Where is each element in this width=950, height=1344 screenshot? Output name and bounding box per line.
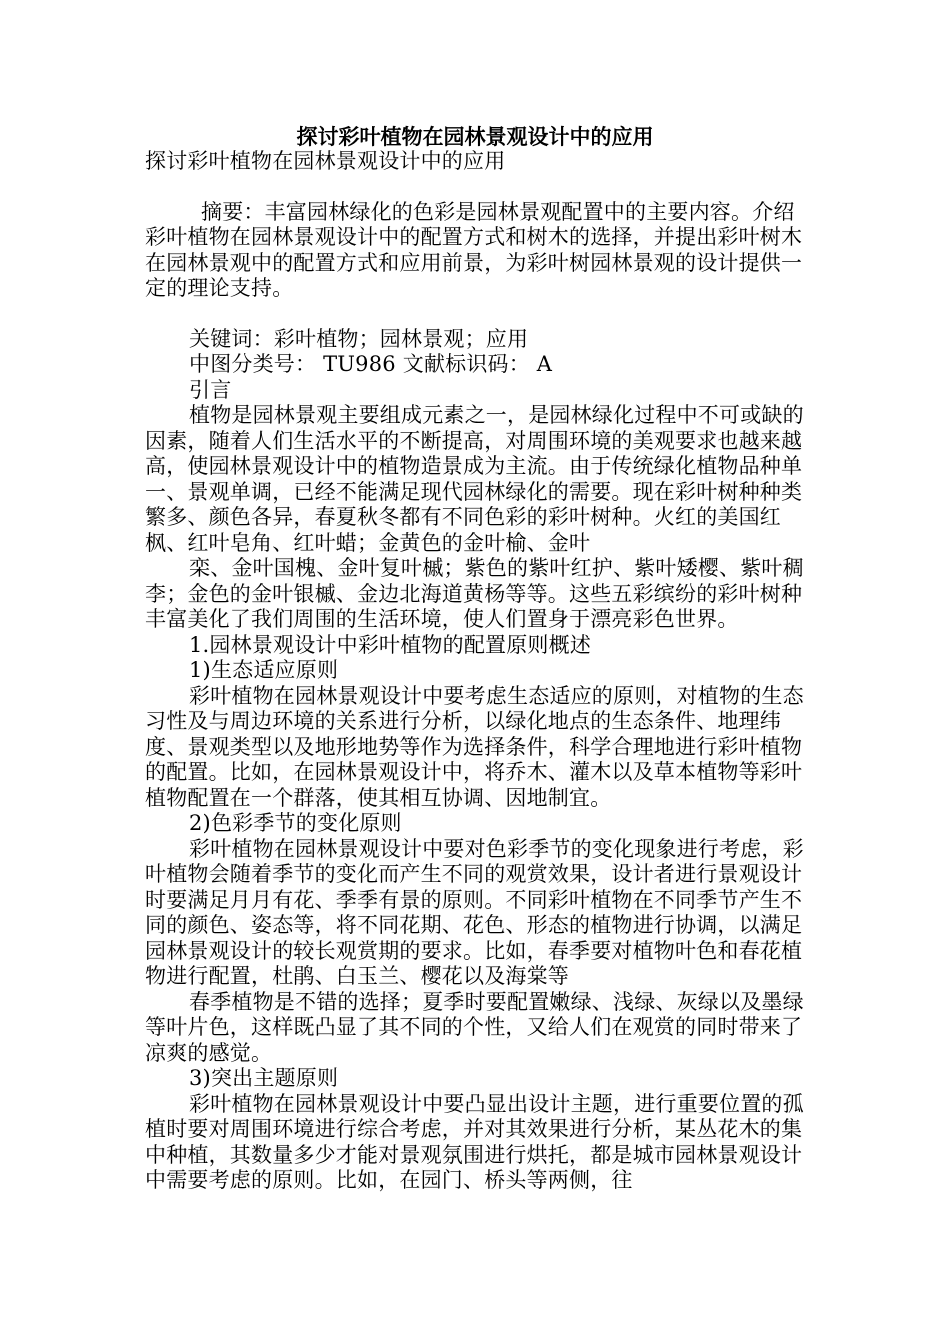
subsection-1-heading: 1)生态适应原则 (189, 658, 339, 682)
subsection-2-heading: 2)色彩季节的变化原则 (189, 811, 402, 835)
abstract-paragraph: 摘要：丰富园林绿化的色彩是园林景观配置中的主要内容。介绍彩叶植物在园林景观设计中的配置方式和树木的选择，并提出彩叶树木在园林景观中的配置方式和应用前景，为彩叶树园林景观的设计提供一定的理论支持。 (145, 199, 803, 300)
intro-heading: 引言 (189, 377, 232, 402)
document-subtitle: 探讨彩叶植物在园林景观设计中的应用 (145, 149, 506, 173)
intro-paragraph-1: 植物是园林景观主要组成元素之一，是园林绿化过程中不可或缺的因素，随着人们生活水平的不断提高，对周围环境的美观要求也越来越高，使园林景观设计中的植物造景成为主流。由于传统绿化植物品种单一、景观单调，已经不能满足现代园林绿化的需要。现在彩叶树种种类繁多、颜色各异，春夏秋冬都有不同色彩的彩叶树种。火红的美国红枫、红叶皂角、红叶蜡；金黄色的金叶榆、金叶 (145, 403, 804, 555)
subsection-1-paragraph: 彩叶植物在园林景观设计中要考虑生态适应的原则，对植物的生态习性及与周边环境的关系进行分析，以绿化地点的生态条件、地理纬度、景观类型以及地形地势等作为选择条件，科学合理地进行彩叶植物的配置。比如，在园林景观设计中，将乔木、灌木以及草本植物等彩叶植物配置在一个群落，使其相互协调、因地制宜。 (145, 683, 804, 810)
intro-paragraph-2: 栾、金叶国槐、金叶复叶槭；紫色的紫叶红护、紫叶矮樱、紫叶稠李；金色的金叶银槭、金边北海道黄杨等等。这些五彩缤纷的彩叶树种丰富美化了我们周围的生活环境，使人们置身于漂亮彩色世界。 (145, 556, 804, 631)
document-body (145, 149, 807, 1194)
subsection-2-paragraph-1: 彩叶植物在园林景观设计中要对色彩季节的变化现象进行考虑，彩叶植物会随着季节的变化而产生不同的观赏效果，设计者进行景观设计时要满足月月有花、季季有景的原则。不同彩叶植物在不同季节产生不同的颜色、姿态等，将不同花期、花色、形态的植物进行协调，以满足园林景观设计的较长观赏期的要求。比如，春季要对植物叶色和春花植物进行配置，杜鹃、白玉兰、樱花以及海棠等 (145, 836, 804, 988)
subsection-3-paragraph: 彩叶植物在园林景观设计中要凸显出设计主题，进行重要位置的孤植时要对周围环境进行综合考虑，并对其效果进行分析，某丛花木的集中种植，其数量多少才能对景观氛围进行烘托，都是城市园林景观设计中需要考虑的原则。比如，在园门、桥头等两侧，往 (145, 1091, 804, 1192)
classification-line: 中图分类号： TU986 文献标识码： A (189, 352, 553, 376)
subsection-2-paragraph-2: 春季植物是不错的选择；夏季时要配置嫩绿、浅绿、灰绿以及墨绿等叶片色，这样既凸显了其不同的个性，又给人们在观赏的同时带来了凉爽的感觉。 (145, 989, 804, 1065)
document-title: 探讨彩叶植物在园林景观设计中的应用 (296, 125, 654, 149)
keywords-line: 关键词：彩叶植物；园林景观；应用 (189, 326, 529, 351)
section-1-heading: 1.园林景观设计中彩叶植物的配置原则概述 (189, 632, 592, 657)
subsection-3-heading: 3)突出主题原则 (189, 1066, 339, 1090)
